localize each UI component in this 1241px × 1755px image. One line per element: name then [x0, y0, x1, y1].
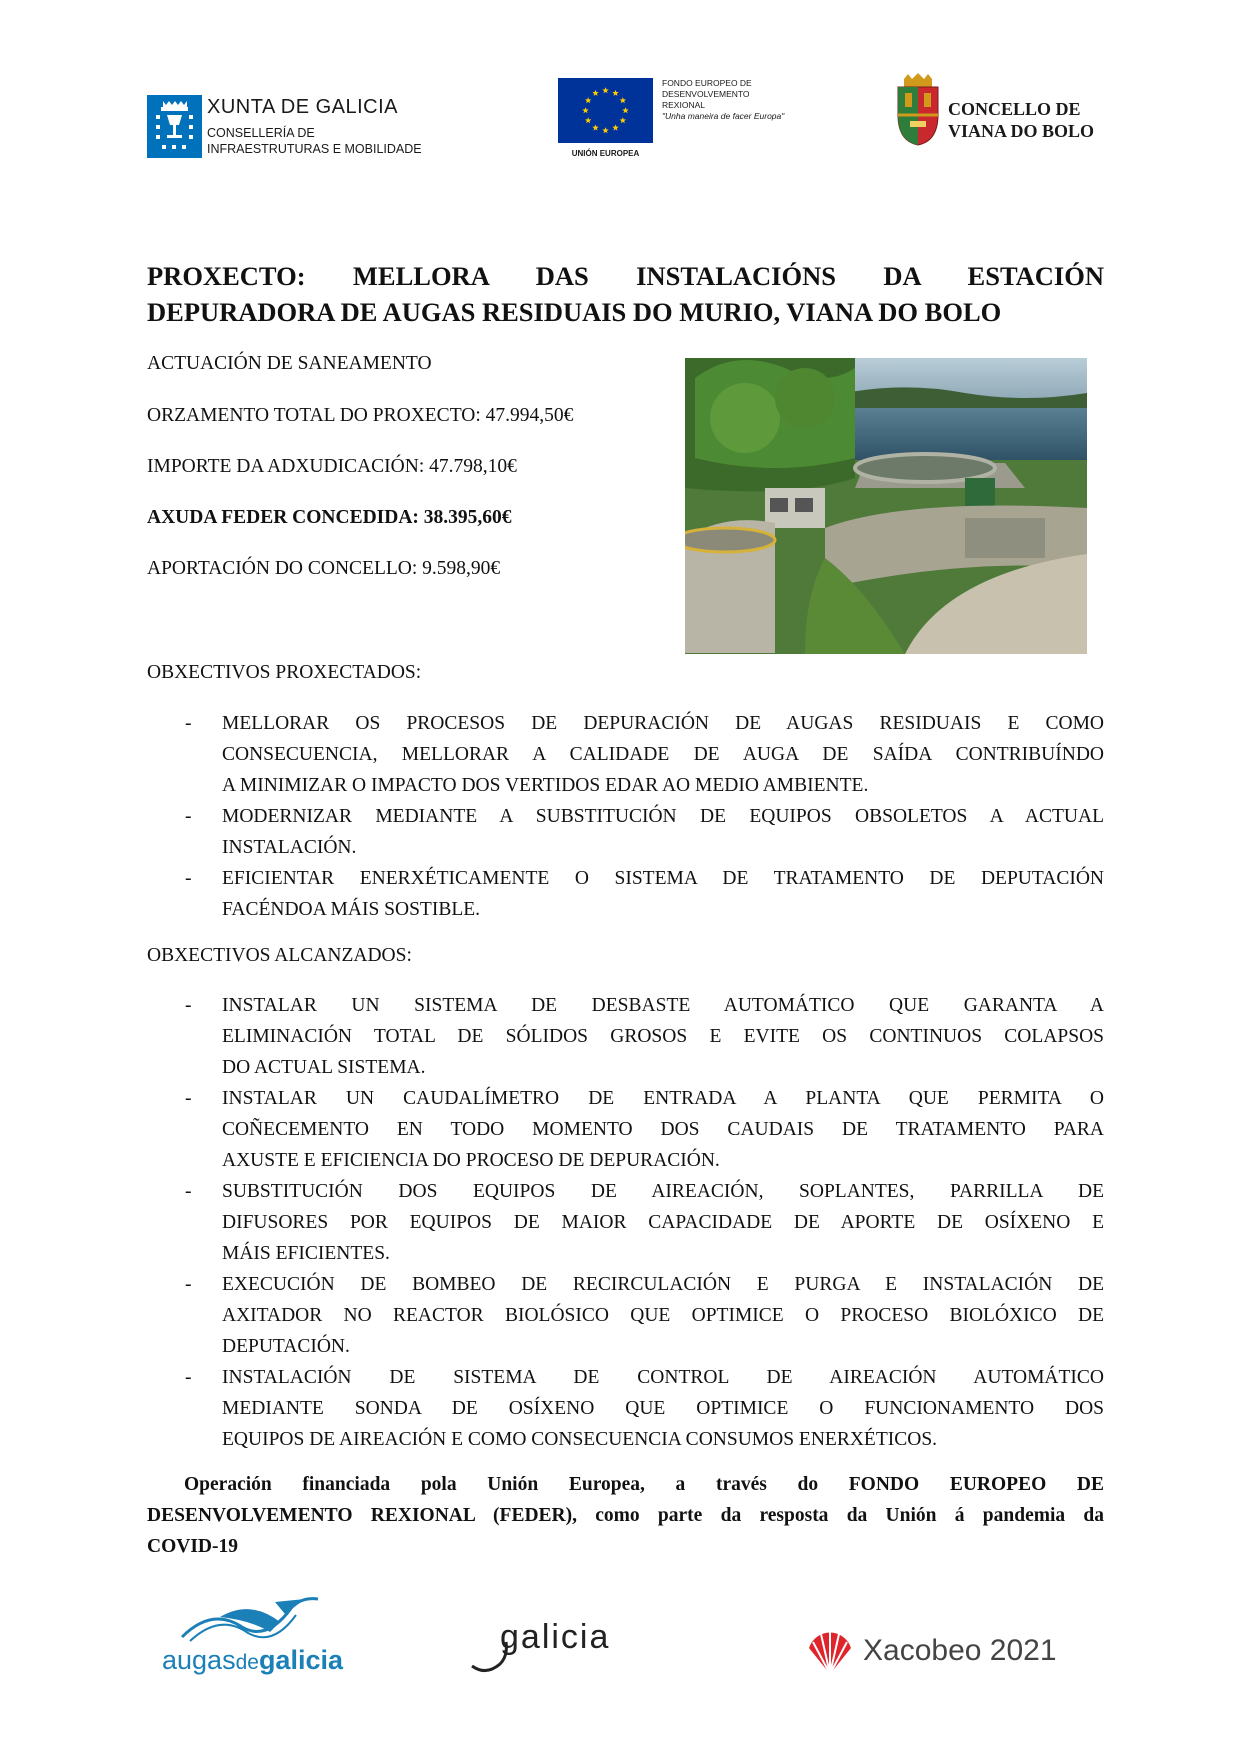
list-item	[147, 863, 1104, 925]
achieved-objectives-label: OBXECTIVOS ALCANZADOS:	[147, 945, 412, 966]
scallop-shell-icon	[805, 1628, 855, 1678]
funding-note-line-3: COVID-19	[147, 1536, 238, 1557]
xacobeo-wordmark: Xacobeo 2021	[863, 1634, 1057, 1667]
concello-viana-do-bolo-logo	[896, 73, 1096, 153]
list-item-line: DIFUSORES POR EQUIPOS DE MAIOR CAPACIDADE DE APORTE DE OSÍXENO E	[222, 1212, 1104, 1233]
augas-word-3: galicia	[258, 1645, 343, 1675]
list-item	[147, 1176, 1104, 1269]
augas-word-1: augas	[162, 1645, 236, 1675]
bullet-dash: -	[185, 995, 192, 1016]
action-type: ACTUACIÓN DE SANEAMENTO	[147, 353, 432, 374]
award-amount: IMPORTE DA ADXUDICACIÓN: 47.798,10€	[147, 456, 517, 477]
xacobeo-2021-logo	[805, 1628, 1065, 1682]
bullet-dash: -	[185, 868, 192, 889]
galicia-brand-logo	[470, 1618, 620, 1674]
list-item-line: INSTALACIÓN.	[222, 837, 357, 858]
funding-note	[147, 1469, 1104, 1562]
viana-do-bolo-coat-of-arms-icon	[896, 73, 940, 147]
eu-feder-logo	[558, 78, 828, 164]
xunta-department-line-1: CONSELLERÍA DE	[207, 126, 315, 140]
bullet-dash: -	[185, 1367, 192, 1388]
project-title-line-1: PROXECTO: MELLORA DAS INSTALACIÓNS DA ESTACIÓN	[147, 261, 1104, 291]
list-item-line: INSTALAR UN CAUDALÍMETRO DE ENTRADA A PLANTA QUE PERMITA O	[222, 1088, 1104, 1109]
bullet-dash: -	[185, 1088, 192, 1109]
list-item-line: MÁIS EFICIENTES.	[222, 1243, 390, 1264]
eu-slogan: "Unha maneira de facer Europa"	[662, 111, 785, 121]
list-item-line: DEPUTACIÓN.	[222, 1336, 350, 1357]
list-item	[147, 1083, 1104, 1176]
xunta-title: XUNTA DE GALICIA	[207, 96, 399, 118]
list-item-line: INSTALAR UN SISTEMA DE DESBASTE AUTOMÁTICO QUE GARANTA A	[222, 995, 1104, 1016]
list-item-line: SUBSTITUCIÓN DOS EQUIPOS DE AIREACIÓN, SOPLANTES, PARRILLA DE	[222, 1181, 1104, 1202]
wave-icon	[180, 1597, 320, 1642]
eu-fund-line-1: FONDO EUROPEO DE	[662, 78, 752, 88]
list-item	[147, 708, 1104, 801]
galicia-coat-of-arms-icon	[147, 95, 202, 158]
achieved-objectives-list	[147, 990, 1104, 1455]
list-item	[147, 1269, 1104, 1362]
list-item-line: EQUIPOS DE AIREACIÓN E COMO CONSECUENCIA CONSUMOS ENERXÉTICOS.	[222, 1429, 938, 1450]
bullet-dash: -	[185, 1181, 192, 1202]
wastewater-plant-illustration	[685, 358, 1087, 654]
augas-wordmark	[162, 1645, 343, 1676]
list-item-line: CONSECUENCIA, MELLORAR A CALIDADE DE AUGA DE SAÍDA CONTRIBUÍNDO	[222, 744, 1104, 765]
concello-name-line-1: CONCELLO DE	[948, 99, 1081, 119]
feder-aid-amount: AXUDA FEDER CONCEDIDA: 38.395,60€	[147, 507, 512, 528]
augas-de-galicia-logo	[160, 1597, 343, 1689]
funding-note-line-1: Operación financiada pola Unión Europea, a través do FONDO EUROPEO DE	[184, 1474, 1104, 1495]
list-item-line: COÑECEMENTO EN TODO MOMENTO DOS CAUDAIS DE TRATAMENTO PARA	[222, 1119, 1104, 1140]
list-item-line: MODERNIZAR MEDIANTE A SUBSTITUCIÓN DE EQUIPOS OBSOLETOS A ACTUAL	[222, 806, 1104, 827]
eu-flag-caption: UNIÓN EUROPEA	[571, 149, 640, 158]
concello-name-line-2: VIANA DO BOLO	[948, 121, 1095, 141]
total-budget: ORZAMENTO TOTAL DO PROXECTO: 47.994,50€	[147, 405, 574, 426]
planned-objectives-list	[147, 708, 1104, 925]
list-item-line: AXUSTE E EFICIENCIA DO PROCESO DE DEPURACIÓN.	[222, 1150, 720, 1171]
list-item-line: EFICIENTAR ENERXÉTICAMENTE O SISTEMA DE TRATAMENTO DE DEPUTACIÓN	[222, 868, 1104, 889]
eu-flag-icon	[558, 78, 653, 143]
funding-note-line-2: DESENVOLVEMENTO REXIONAL (FEDER), como parte da resposta da Unión á pandemia da	[147, 1505, 1104, 1526]
eu-fund-line-3: REXIONAL	[662, 100, 705, 110]
list-item-line: A MINIMIZAR O IMPACTO DOS VERTIDOS EDAR AO MEDIO AMBIENTE.	[222, 775, 869, 796]
list-item-line: DO ACTUAL SISTEMA.	[222, 1057, 426, 1078]
xunta-department-line-2: INFRAESTRUTURAS E MOBILIDADE	[207, 142, 422, 156]
list-item-line: MELLORAR OS PROCESOS DE DEPURACIÓN DE AUGAS RESIDUAIS E COMO	[222, 713, 1104, 734]
list-item-line: ELIMINACIÓN TOTAL DE SÓLIDOS GROSOS E EVITE OS CONTINUOS COLAPSOS	[222, 1026, 1104, 1047]
planned-objectives-label: OBXECTIVOS PROXECTADOS:	[147, 662, 422, 683]
list-item-line: INSTALACIÓN DE SISTEMA DE CONTROL DE AIREACIÓN AUTOMÁTICO	[222, 1367, 1104, 1388]
xunta-de-galicia-logo	[147, 93, 477, 163]
council-contribution: APORTACIÓN DO CONCELLO: 9.598,90€	[147, 558, 501, 579]
galicia-wordmark: galicia	[500, 1618, 611, 1656]
project-title	[147, 258, 1104, 330]
list-item-line: FACÉNDOA MÁIS SOSTIBLE.	[222, 899, 481, 920]
augas-word-2: de	[235, 1651, 259, 1674]
list-item	[147, 801, 1104, 863]
list-item-line: AXITADOR NO REACTOR BIOLÓSICO QUE OPTIMICE O PROCESO BIOLÓXICO DE	[222, 1305, 1104, 1326]
project-title-line-2: DEPURADORA DE AUGAS RESIDUAIS DO MURIO, VIANA DO BOLO	[147, 297, 1002, 327]
bullet-dash: -	[185, 1274, 192, 1295]
eu-fund-line-2: DESENVOLVEMENTO	[662, 89, 750, 99]
list-item-line: EXECUCIÓN DE BOMBEO DE RECIRCULACIÓN E PURGA E INSTALACIÓN DE	[222, 1274, 1104, 1295]
wastewater-plant-photo	[685, 358, 1087, 654]
list-item	[147, 1362, 1104, 1455]
list-item-line: MEDIANTE SONDA DE OSÍXENO QUE OPTIMICE O FUNCIONAMENTO DOS	[222, 1398, 1104, 1419]
bullet-dash: -	[185, 713, 192, 734]
bullet-dash: -	[185, 806, 192, 827]
list-item	[147, 990, 1104, 1083]
